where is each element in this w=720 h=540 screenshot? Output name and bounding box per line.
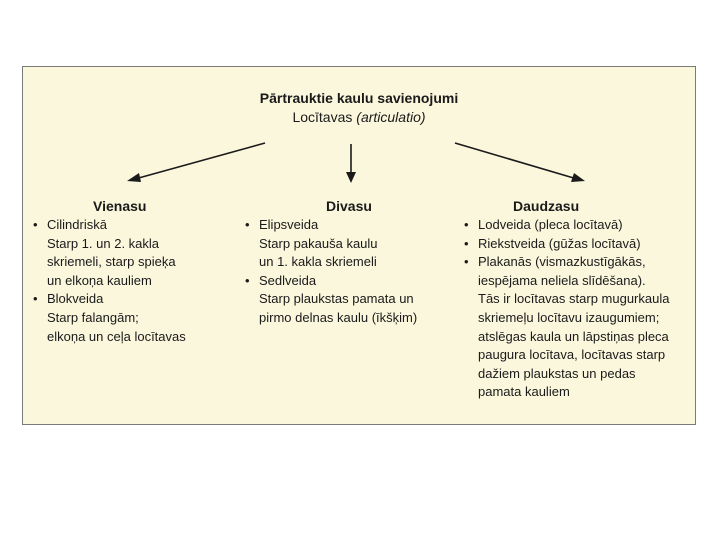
arrow-left [135,143,265,179]
list-item: • Cilindriskā Starp 1. un 2. kakla skriemeli, starp spieķa un elkoņa kauliem [33,216,233,290]
column-heading-daudzasu: Daudzasu [513,198,580,214]
column-heading-divasu: Divasu [326,198,372,214]
column-list-vienasu [33,216,233,346]
list-item: • Riekstveida (gūžas locītavā) [464,235,692,254]
column-list-daudzasu [464,216,692,402]
diagram-panel [22,66,696,425]
arrow-right-head [571,173,585,182]
arrow-center-head [346,172,356,183]
subtitle-main: Locītavas [292,109,357,125]
list-item: • Sedlveida Starp plaukstas pamata un pirmo delnas kaulu (īkšķim) [245,272,455,328]
column-heading-vienasu: Vienasu [93,198,147,214]
list-item: • Elipsveida Starp pakauša kaulu un 1. kakla skriemeli [245,216,455,272]
arrow-left-head [127,173,141,182]
subtitle-latin: (articulatio) [356,109,426,125]
list-item: • Plakanās (vismazkustīgākās, iespējama neliela slīdēšana). Tās ir locītavas starp mugurkaula skriemeļu locītavu izaugumiem; atslēgas kaula un lāpstiņas pleca paugura locītava, locītavas starp dažiem plaukstas un pedas pamata kauliem [464,253,692,402]
list-item: • Lodveida (pleca locītavā) [464,216,692,235]
diagram-title: Pārtrauktie kaulu savienojumi [259,90,459,106]
column-list-divasu [245,216,455,328]
list-item: • Blokveida Starp falangām; elkoņa un ceļa locītavas [33,290,233,346]
arrow-right [455,143,577,179]
